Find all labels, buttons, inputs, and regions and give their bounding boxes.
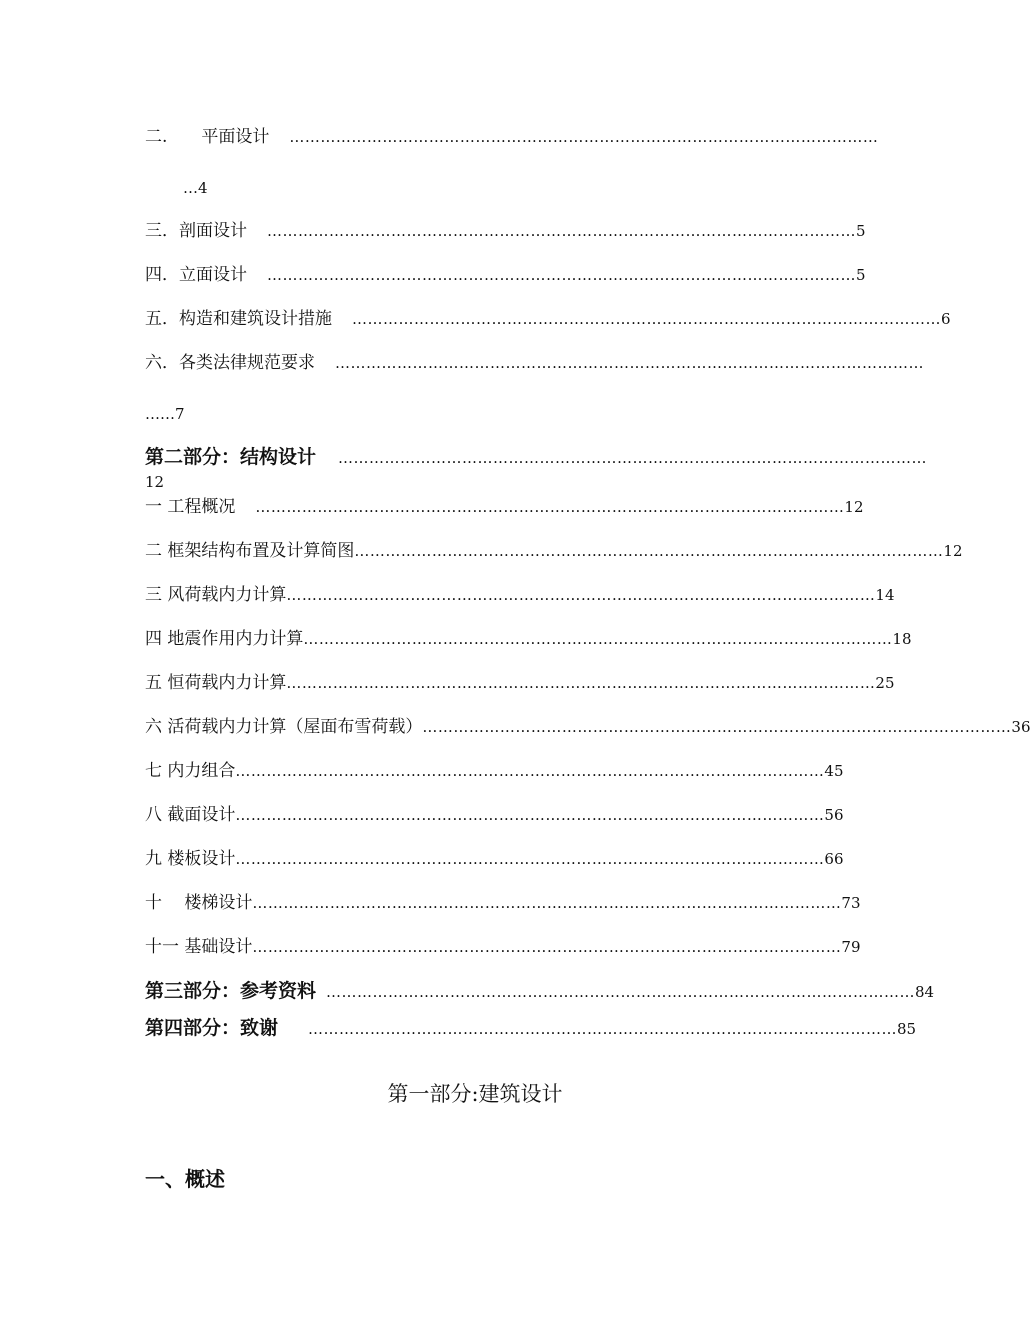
toc-leader-dots: …………………………………………………………………………………………………… [235, 850, 825, 868]
toc-leader-dots: …………………………………………………………………………………………………… [235, 762, 825, 780]
toc-leader-dots: …………………………………………………………………………………………………… [352, 310, 941, 328]
toc-entry-text: 六．各类法律规范要求 [145, 353, 315, 373]
toc-part-heading: 第二部分：结构设计 [145, 446, 317, 468]
toc-page-number [183, 177, 208, 199]
toc-leader-dots: …………………………………………………………………………………………………… [267, 222, 856, 240]
part-title: 第一部分:建筑设计 [387, 1082, 563, 1106]
page-number: 36 [1011, 718, 1031, 736]
toc-entry[interactable] [145, 936, 861, 958]
toc-entry-text: 四．立面设计 [145, 265, 247, 285]
toc-leader-dots: …………………………………………………………………………………………………… [252, 894, 842, 912]
toc-leader-dots: …………………………………………………………………………………………………… [422, 718, 1012, 736]
toc-entry-text: 十 楼梯设计 [145, 893, 253, 913]
page-number: 5 [856, 222, 866, 240]
toc-entry-text: 十一 基础设计 [145, 937, 253, 957]
toc-entry[interactable] [145, 584, 895, 606]
toc-entry-text: 五 恒荷载内力计算 [145, 673, 287, 693]
page-number: 12 [844, 498, 864, 516]
toc-entry[interactable] [145, 220, 866, 242]
page-number: 5 [856, 266, 866, 284]
page-number: 73 [841, 894, 861, 912]
toc-page-number [145, 471, 164, 493]
page-number: 25 [875, 674, 895, 692]
page-number: 12 [943, 542, 963, 560]
page-number: 18 [892, 630, 912, 648]
toc-page-number [145, 403, 185, 425]
page-number: ……7 [145, 405, 185, 423]
toc-entry-text: 四 地震作用内力计算 [145, 629, 304, 649]
page-number: 12 [145, 473, 165, 491]
toc-leader-dots: …………………………………………………………………………………………………… [303, 630, 893, 648]
toc-entry[interactable] [145, 804, 844, 826]
toc-entry[interactable] [145, 716, 1031, 738]
page-number: 79 [841, 938, 861, 956]
toc-entry-text: 二 框架结构布置及计算简图 [145, 541, 355, 561]
page-number: …4 [183, 179, 208, 197]
section-title: 一、概述 [145, 1167, 225, 1191]
toc-entry[interactable] [145, 628, 912, 650]
toc-entry-text: 八 截面设计 [145, 805, 236, 825]
toc-leader-dots: …………………………………………………………………………………………………… [267, 266, 856, 284]
toc-part-heading: 第四部分：致谢 [145, 1017, 279, 1039]
toc-entry[interactable] [145, 126, 879, 148]
toc-entry-text: 三．剖面设计 [145, 221, 247, 241]
toc-entry-text: 六 活荷载内力计算（屋面布雪荷载） [145, 717, 423, 737]
toc-leader-dots: …………………………………………………………………………………………………… [308, 1020, 898, 1038]
page-number: 45 [824, 762, 844, 780]
toc-leader-dots: …………………………………………………………………………………………………… [289, 128, 879, 146]
toc-leader-dots: …………………………………………………………………………………………………… [286, 586, 876, 604]
toc-entry[interactable] [145, 496, 864, 518]
toc-entry[interactable] [145, 352, 924, 374]
page-number: 14 [875, 586, 895, 604]
toc-entry-text: 三 风荷载内力计算 [145, 585, 287, 605]
toc-entry[interactable] [145, 672, 895, 694]
toc-entry[interactable] [145, 892, 861, 914]
toc-leader-dots: …………………………………………………………………………………………………… [252, 938, 842, 956]
page-number: 56 [824, 806, 844, 824]
toc-entry-text: 七 内力组合 [145, 761, 236, 781]
page-number: 66 [824, 850, 844, 868]
toc-entry[interactable] [145, 848, 844, 870]
toc-entry-text: 二. 平面设计 [145, 127, 270, 147]
toc-leader-dots: …………………………………………………………………………………………………… [255, 498, 845, 516]
toc-entry[interactable] [145, 540, 963, 562]
toc-leader-dots: …………………………………………………………………………………………………… [326, 983, 916, 1001]
toc-part-entry[interactable] [145, 446, 928, 469]
page-number: 84 [915, 983, 935, 1001]
toc-part-entry[interactable] [145, 1017, 917, 1040]
toc-leader-dots: …………………………………………………………………………………………………… [286, 674, 876, 692]
toc-entry[interactable] [145, 264, 866, 286]
toc-entry[interactable] [145, 760, 844, 782]
toc-entry[interactable] [145, 308, 951, 330]
page-number: 6 [941, 310, 951, 328]
toc-entry-text: 五．构造和建筑设计措施 [145, 309, 332, 329]
toc-part-heading: 第三部分：参考资料 [145, 980, 317, 1002]
page-number: 85 [897, 1020, 917, 1038]
toc-entry-text: 一 工程概况 [145, 497, 236, 517]
toc-part-entry[interactable] [145, 980, 935, 1003]
toc-leader-dots: …………………………………………………………………………………………………… [235, 806, 825, 824]
toc-leader-dots: …………………………………………………………………………………………………… [354, 542, 944, 560]
toc-leader-dots: …………………………………………………………………………………………………… [335, 354, 924, 372]
toc-entry-text: 九 楼板设计 [145, 849, 236, 869]
toc-leader-dots: …………………………………………………………………………………………………… [338, 449, 928, 467]
